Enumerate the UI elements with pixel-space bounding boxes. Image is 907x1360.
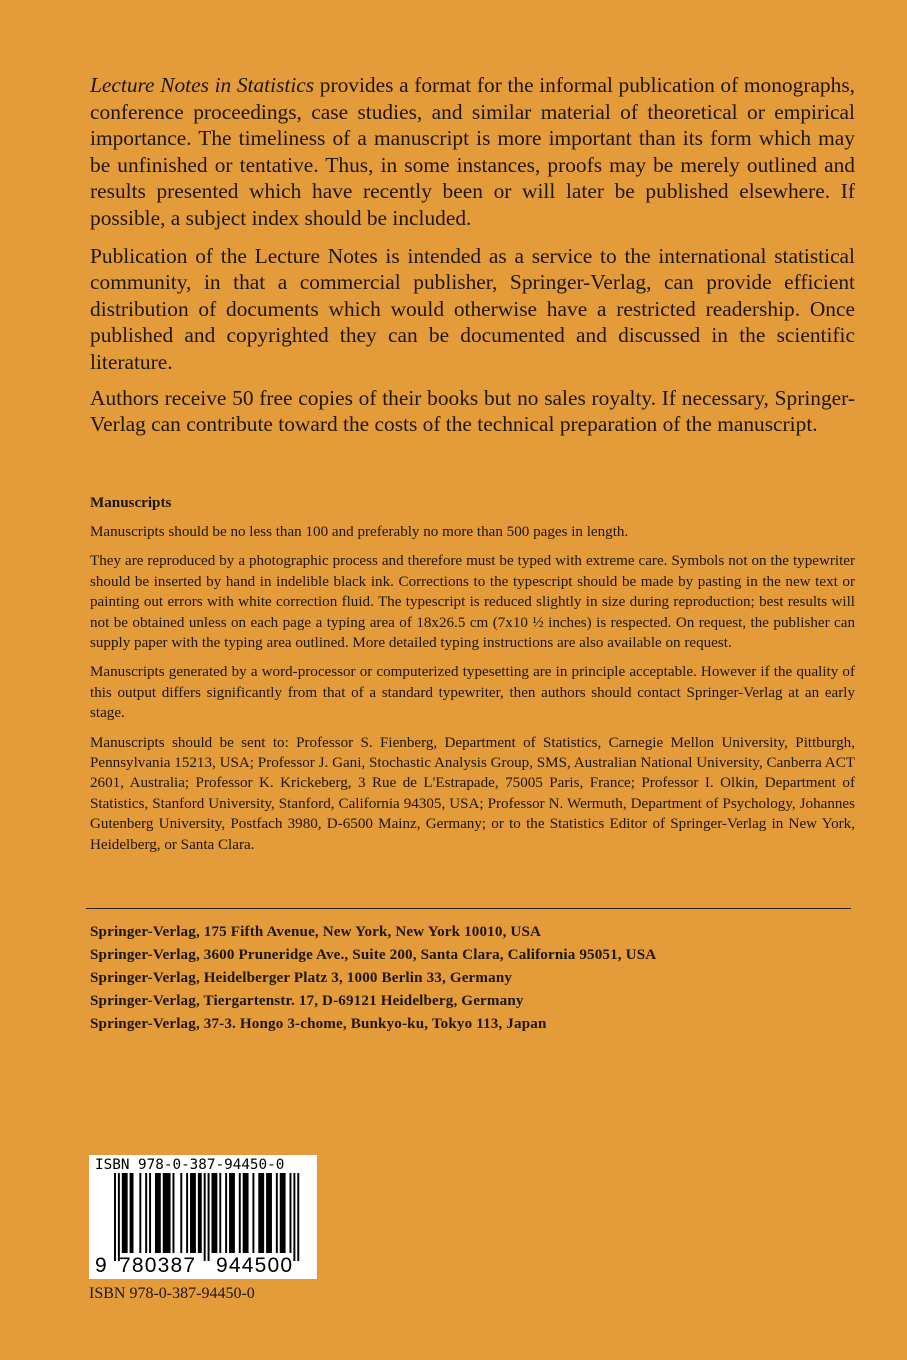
manuscripts-section <box>90 493 855 855</box>
publisher-addresses <box>90 921 855 1036</box>
series-title: Lecture Notes in Statistics <box>90 73 315 97</box>
address-line: Springer-Verlag, 37-3. Hongo 3-chome, Bunkyo-ku, Tokyo 113, Japan <box>90 1016 547 1033</box>
barcode-digits-left: 780387 <box>119 1254 197 1277</box>
intro-paragraph-1 <box>90 72 855 232</box>
intro-paragraph-3: Authors receive 50 free copies of their books but no sales royalty. If necessary, Springer-Verlag can contribute toward the costs of the technical preparation of the manuscript. <box>90 385 855 437</box>
barcode <box>89 1155 317 1279</box>
manuscripts-heading: Manuscripts <box>90 495 172 511</box>
barcode-digits <box>89 1155 317 1279</box>
intro-paragraph-1-text: provides a format for the informal publication of monographs, conference proceedings, case studies, and similar material of theoretical or empirical importance. The timeliness of a manuscript is more important than its form which may be unfinished or tentative. Thus, in some instances, proofs may be merely outlined and results presented which have recently been or will later be published elsewhere. If possible, a subject index should be included. <box>90 73 855 230</box>
isbn-text: ISBN 978-0-387-94450-0 <box>89 1285 255 1302</box>
intro-paragraph-2: Publication of the Lecture Notes is intended as a service to the international statistical community, in that a commercial publisher, Springer-Verlag, can provide efficient distribution of documents which would otherwise have a restricted readership. Once published and copyrighted they can be documented and discussed in the scientific literature. <box>90 243 855 374</box>
manuscripts-paragraph-4: Manuscripts should be sent to: Professor S. Fienberg, Department of Statistics, Carnegie Mellon University, Pittburgh, Pennsylvania 15213, USA; Professor J. Gani, Stochastic Analysis Group, SMS, Australian National University, Canberra ACT 2601, Australia; Professor K. Krickeberg, 3 Rue de L'Estrapade, 75005 Paris, France; Professor I. Olkin, Department of Statistics, Stanford University, Stanford, California 94305, USA; Professor N. Wermuth, Department of Psychology, Johannes Gutenberg University, Postfach 3980, D-6500 Mainz, Germany; or to the Statistics Editor of Springer-Verlag in New York, Heidelberg, or Santa Clara. <box>90 734 855 853</box>
manuscripts-paragraph-1: Manuscripts should be no less than 100 and preferably no more than 500 pages in length. <box>90 524 629 540</box>
manuscripts-paragraph-3: Manuscripts generated by a word-processor or computerized typesetting are in principle acceptable. However if the quality of this output differs significantly from that of a standard typewriter, then authors should contact Springer-Verlag at an early stage. <box>90 664 855 722</box>
barcode-digit-first: 9 <box>95 1254 108 1277</box>
intro-text <box>90 72 855 448</box>
manuscripts-paragraph-2: They are reproduced by a photographic process and therefore must be typed with extreme care. Symbols not on the typewriter should be inserted by hand in indelible black ink. Corrections to the typescript should be made by pasting in the new text or painting out errors with white correction fluid. The typescript is reduced slightly in size during reproduction; best results will not be obtained unless on each page a typing area of 18x26.5 cm (7x10 ½ inches) is respected. On request, the publisher can supply paper with the typing area outlined. More detailed typing instructions are also available on request. <box>90 553 855 652</box>
address-line: Springer-Verlag, 3600 Pruneridge Ave., Suite 200, Santa Clara, California 95051, USA <box>90 947 657 964</box>
address-line: Springer-Verlag, Heidelberger Platz 3, 1000 Berlin 33, Germany <box>90 970 513 987</box>
divider-rule <box>86 908 851 909</box>
address-line: Springer-Verlag, Tiergartenstr. 17, D-69121 Heidelberg, Germany <box>90 993 524 1010</box>
barcode-isbn-label: ISBN 978-0-387-94450-0 <box>95 1157 285 1173</box>
address-line: Springer-Verlag, 175 Fifth Avenue, New York, New York 10010, USA <box>90 924 542 940</box>
barcode-digits-right: 944500 <box>216 1254 294 1277</box>
